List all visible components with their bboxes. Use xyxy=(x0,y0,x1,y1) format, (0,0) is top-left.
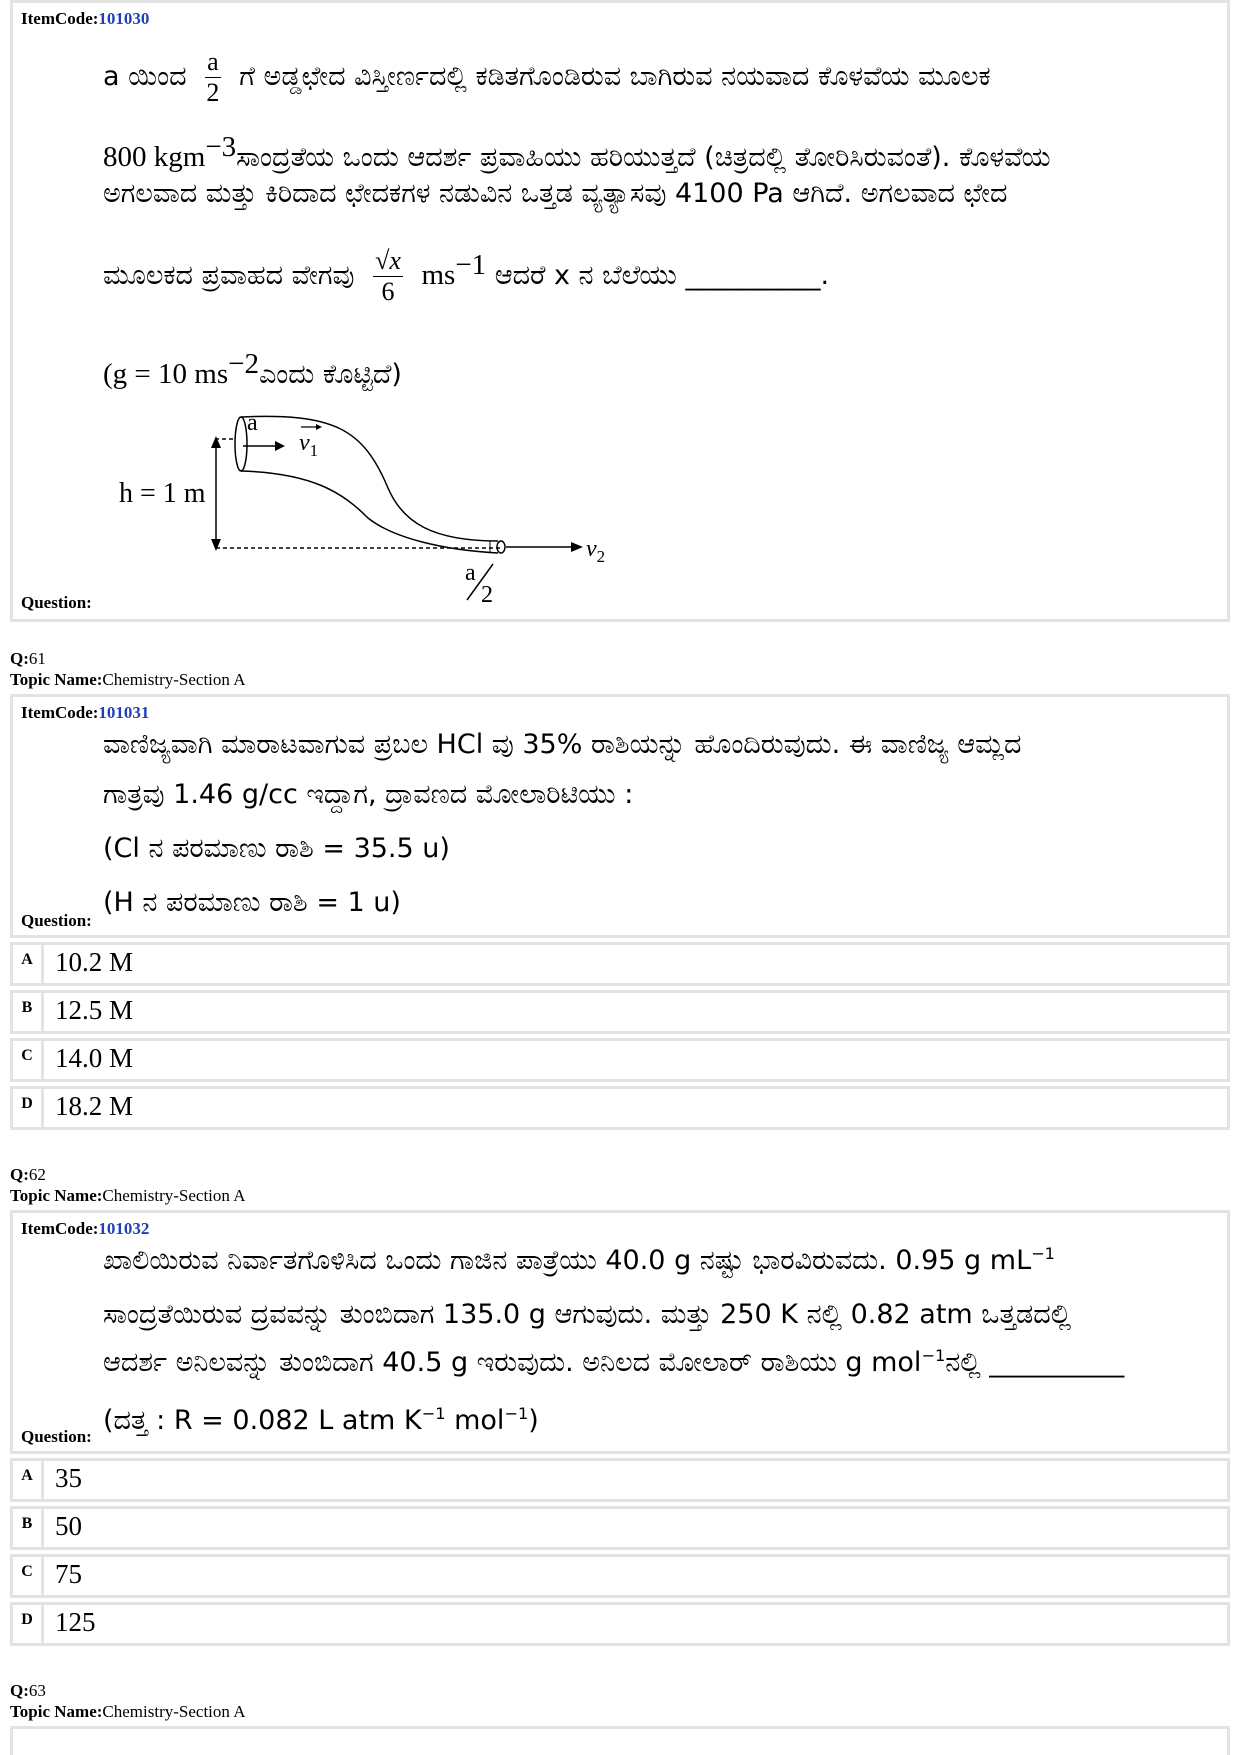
question-card-101030 xyxy=(10,0,1230,622)
item-code-row: ItemCode:101031 xyxy=(21,703,150,722)
pipe-figure xyxy=(103,398,703,613)
q61-header: Q:61 Topic Name:Chemistry-Section A xyxy=(10,649,246,689)
fraction-a-over-2: $\frac{a}{2}$ xyxy=(206,47,220,107)
fraction-sqrt-x-over-6: $\frac{√x}{6}$ xyxy=(375,246,401,306)
option-b[interactable]: B 50 xyxy=(10,1506,1230,1550)
question-text-line-3: ಆದರ್ಶ ಅನಿಲವನ್ನು ತುಂಬಿದಾಗ 40.5 g ಇರುವುದು. ಅನಿಲದ ಮೋಲಾರ್ ರಾಶಿಯು g mol$^{-1}$ನಲ್ಲಿ __________ xyxy=(103,1346,1125,1378)
question-text-line-2: ಗಾತ್ರವು 1.46 g/cc ಇದ್ದಾಗ, ದ್ರಾವಣದ ಮೋಲಾರಿಟಿಯು : xyxy=(103,779,634,810)
question-text-line-4: (ದತ್ತ : R = 0.082 L atm $K^{-1}$ mol$^{-1}$) xyxy=(103,1404,539,1436)
option-b[interactable]: B 12.5 M xyxy=(10,990,1230,1034)
question-label: Question: xyxy=(21,593,92,612)
question-label: Question: xyxy=(21,1427,92,1446)
question-text-line-4: ಮೂಲಕದ ಪ್ರವಾಹದ ವೇಗವು $\frac{√x}{6}$ $ms^{-1}$ ಆದರೆ x ನ ಬೆಲೆಯು __________. xyxy=(103,246,830,306)
label-v2: $v_2$ xyxy=(586,536,606,566)
q62-header: Q:62 Topic Name:Chemistry-Section A xyxy=(10,1165,246,1205)
question-number: 63 xyxy=(28,1681,46,1700)
question-text-line-4: (H ನ ಪರಮಾಣು ರಾಶಿ = 1 u) xyxy=(103,887,401,918)
label-a2-num: a xyxy=(465,560,476,586)
question-number: 61 xyxy=(28,649,46,668)
item-code: 101031 xyxy=(98,703,150,722)
question-text-line-3: ಅಗಲವಾದ ಮತ್ತು ಕಿರಿದಾದ ಛೇದಕಗಳ ನಡುವಿನ ಒತ್ತಡ ವ್ಯತ್ಯಾಸವು 4100 Pa ಆಗಿದೆ. ಅಗಲವಾದ ಛೇದ xyxy=(103,178,1008,209)
option-c[interactable]: C 14.0 M xyxy=(10,1038,1230,1082)
option-d[interactable]: D 18.2 M xyxy=(10,1086,1230,1130)
label-a: a xyxy=(247,410,258,436)
topic-name: Chemistry-Section A xyxy=(102,1186,246,1205)
q63-header: Q:63 Topic Name:Chemistry-Section A xyxy=(10,1681,246,1721)
option-c[interactable]: C 75 xyxy=(10,1554,1230,1598)
question-label: Question: xyxy=(21,911,92,930)
question-text-line-2: ಸಾಂದ್ರತೆಯಿರುವ ದ್ರವವನ್ನು ತುಂಬಿದಾಗ 135.0 g ಆಗುವುದು. ಮತ್ತು 250 K ನಲ್ಲಿ 0.82 atm ಒತ್ತಡದಲ್ಲಿ xyxy=(103,1299,1072,1330)
topic-name: Chemistry-Section A xyxy=(102,670,246,689)
option-a[interactable]: A 35 xyxy=(10,1458,1230,1502)
label-h: h = 1 m xyxy=(119,478,206,509)
next-card-edge xyxy=(10,1726,1230,1755)
item-code-row: ItemCode:101030 xyxy=(21,9,150,28)
question-number: 62 xyxy=(28,1165,46,1184)
question-text-line-2: 800 kgm$^{-3}$ಸಾಂದ್ರತೆಯ ಒಂದು ಆದರ್ಶ ಪ್ರವಾಹಿಯು ಹರಿಯುತ್ತದೆ (ಚಿತ್ರದಲ್ಲಿ ತೋರಿಸಿರುವಂತೆ). ಕೊಳವೆಯ xyxy=(103,131,1051,173)
question-given-line: (g = 10 $ms^{-2}ಎಂದು$ ಕೊಟ್ಟಿದೆ) xyxy=(103,348,402,390)
topic-name: Chemistry-Section A xyxy=(102,1702,246,1721)
question-text-line-1: ಖಾಲಿಯಿರುವ ನಿರ್ವಾತಗೊಳಿಸಿದ ಒಂದು ಗಾಜಿನ ಪಾತ್ರೆಯು 40.0 g ನಷ್ಟು ಭಾರವಿರುವದು. 0.95 g $mL^{-1}$ xyxy=(103,1244,1055,1276)
label-v1: $v_1$ xyxy=(299,430,319,460)
option-a[interactable]: A 10.2 M xyxy=(10,942,1230,986)
option-d[interactable]: D 125 xyxy=(10,1602,1230,1646)
question-text-line-1: a ಯಿಂದ $\frac{a}{2}$ ಗೆ ಅಡ್ಡಛೇದ ವಿಸ್ತೀರ್ಣದಲ್ಲಿ ಕಡಿತಗೊಂಡಿರುವ ಬಾಗಿರುವ ನಯವಾದ ಕೊಳವೆಯ ಮೂಲಕ xyxy=(103,47,991,107)
item-code-row: ItemCode:101032 xyxy=(21,1219,150,1238)
question-text-line-3: (Cl ನ ಪರಮಾಣು ರಾಶಿ = 35.5 u) xyxy=(103,833,450,864)
question-card-101032 xyxy=(10,1210,1230,1454)
label-a2-den: 2 xyxy=(481,582,493,608)
item-code: 101030 xyxy=(98,9,150,28)
item-code: 101032 xyxy=(98,1219,150,1238)
question-text-line-1: ವಾಣಿಜ್ಯವಾಗಿ ಮಾರಾಟವಾಗುವ ಪ್ರಬಲ HCl ವು 35% ರಾಶಿಯನ್ನು ಹೊಂದಿರುವುದು. ಈ ವಾಣಿಜ್ಯ ಆಮ್ಲದ xyxy=(103,729,1022,760)
question-card-101031 xyxy=(10,694,1230,938)
